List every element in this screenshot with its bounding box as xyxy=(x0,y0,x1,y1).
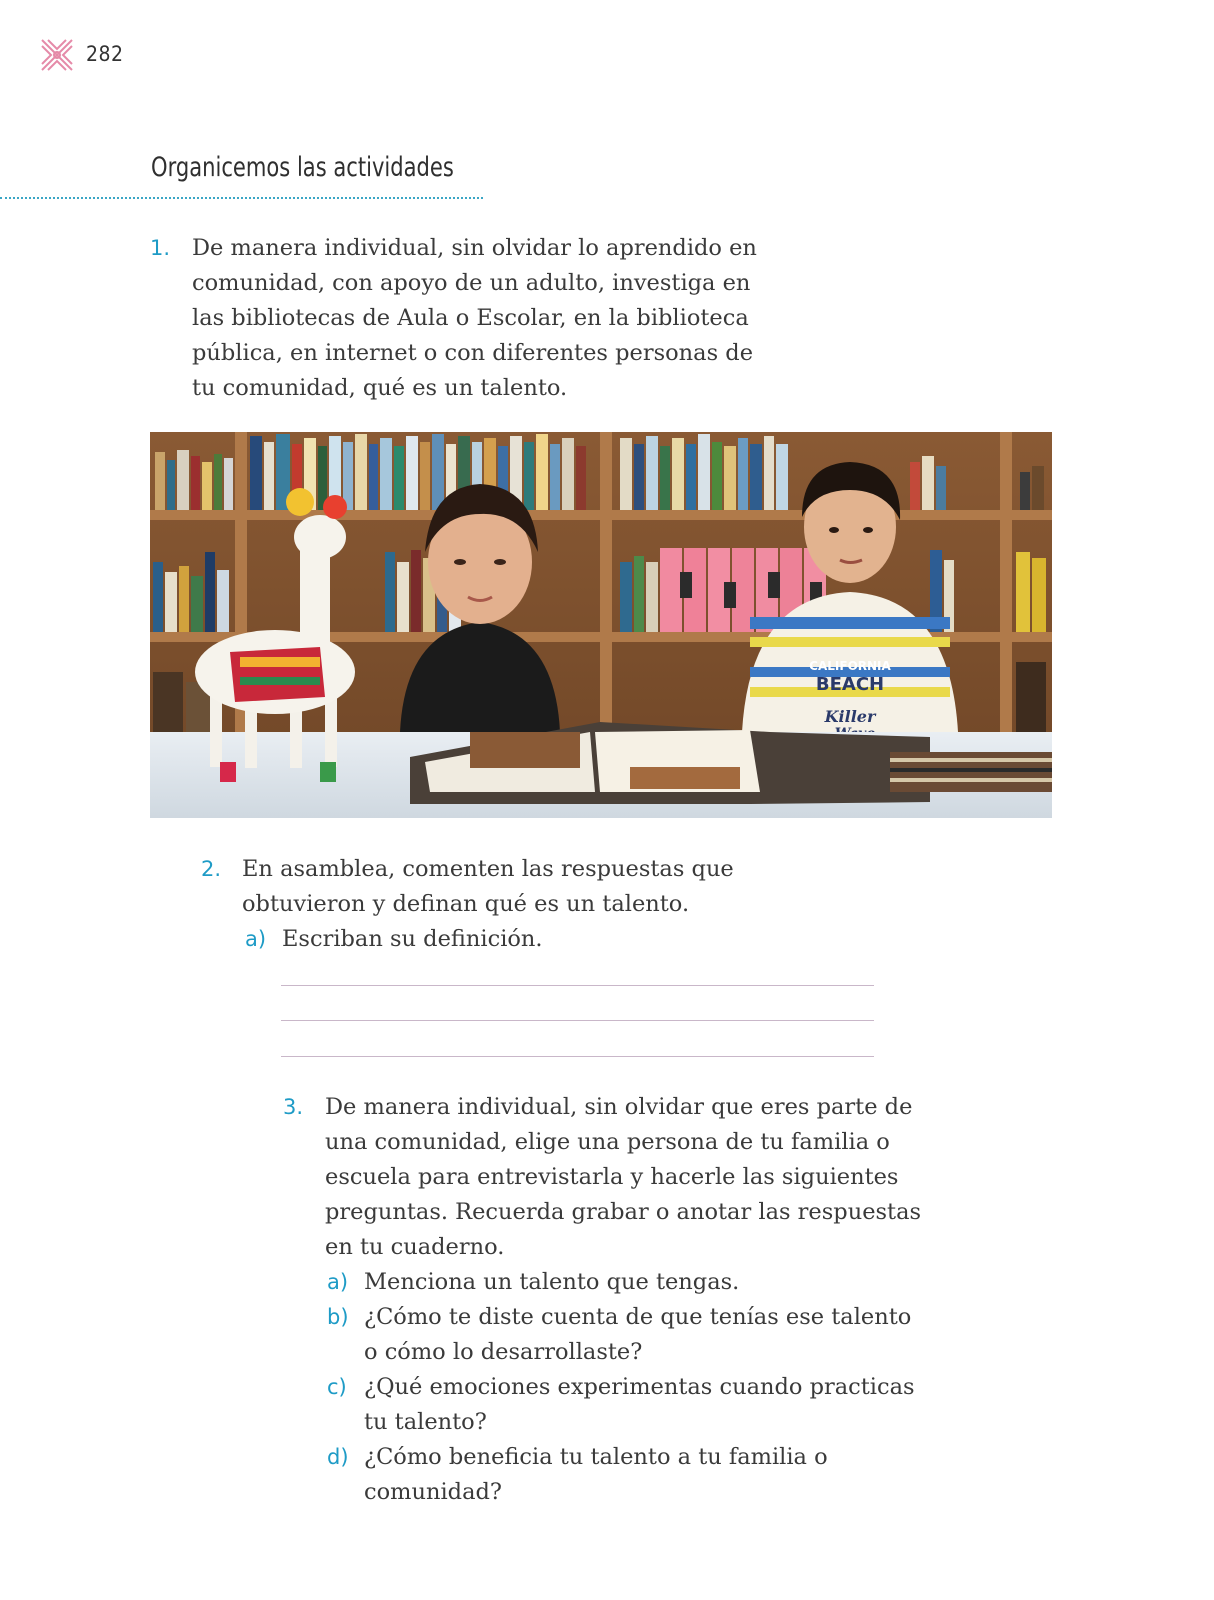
shirt-text: Killer xyxy=(824,707,876,726)
library-photo xyxy=(150,432,1052,818)
item-text-line: De manera individual, sin olvidar que eres parte de xyxy=(325,1094,913,1120)
item-text-line: escuela para entrevistarla y hacerle las siguientes xyxy=(325,1164,899,1190)
subitem-letter: a) xyxy=(327,1270,349,1294)
subitem-letter: a) xyxy=(245,927,267,951)
activity-item-1 xyxy=(150,231,810,411)
decorative-star-icon xyxy=(38,36,76,74)
item-number: 3. xyxy=(283,1095,304,1119)
section-title: Organicemos las actividades xyxy=(151,152,454,183)
item-text-line: tu comunidad, qué es un talento. xyxy=(192,375,568,401)
item-number: 2. xyxy=(201,857,222,881)
item-text-line: obtuvieron y definan qué es un talento. xyxy=(242,891,690,917)
subitem-text: ¿Cómo te diste cuenta de que tenías ese talento xyxy=(364,1304,912,1330)
answer-line[interactable] xyxy=(281,985,874,986)
page-number: 282 xyxy=(86,42,124,66)
item-text-line: comunidad, con apoyo de un adulto, investiga en xyxy=(192,270,751,296)
subitem-letter: b) xyxy=(327,1305,349,1329)
item-number: 1. xyxy=(150,236,171,260)
activity-item-2 xyxy=(201,852,801,962)
subitem-text: o cómo lo desarrollaste? xyxy=(364,1339,643,1365)
item-text-line: una comunidad, elige una persona de tu familia o xyxy=(325,1129,890,1155)
item-text-line: pública, en internet o con diferentes personas de xyxy=(192,340,754,366)
subitem-letter: c) xyxy=(327,1375,347,1399)
subitem-text: tu talento? xyxy=(364,1409,487,1435)
answer-line[interactable] xyxy=(281,1020,874,1021)
shirt-text: BEACH xyxy=(815,674,885,695)
item-text-line: preguntas. Recuerda grabar o anotar las respuestas xyxy=(325,1199,922,1225)
subitem-text: ¿Qué emociones experimentas cuando practicas xyxy=(364,1374,915,1400)
subitem-letter: d) xyxy=(327,1445,349,1469)
subitem-text: Escriban su definición. xyxy=(282,926,543,952)
answer-line[interactable] xyxy=(281,1056,874,1057)
title-divider xyxy=(0,197,483,199)
subitem-text: ¿Cómo beneficia tu talento a tu familia o xyxy=(364,1444,828,1470)
subitem-text: comunidad? xyxy=(364,1479,502,1505)
shirt-text: CALIFORNIA xyxy=(809,659,891,673)
activity-item-3 xyxy=(283,1090,983,1530)
subitem-text: Menciona un talento que tengas. xyxy=(364,1269,740,1295)
item-text-line: en tu cuaderno. xyxy=(325,1234,505,1260)
item-text-line: las bibliotecas de Aula o Escolar, en la biblioteca xyxy=(192,305,749,331)
item-text-line: De manera individual, sin olvidar lo aprendido en xyxy=(192,235,757,261)
page-header xyxy=(38,36,238,76)
item-text-line: En asamblea, comenten las respuestas que xyxy=(242,856,734,882)
